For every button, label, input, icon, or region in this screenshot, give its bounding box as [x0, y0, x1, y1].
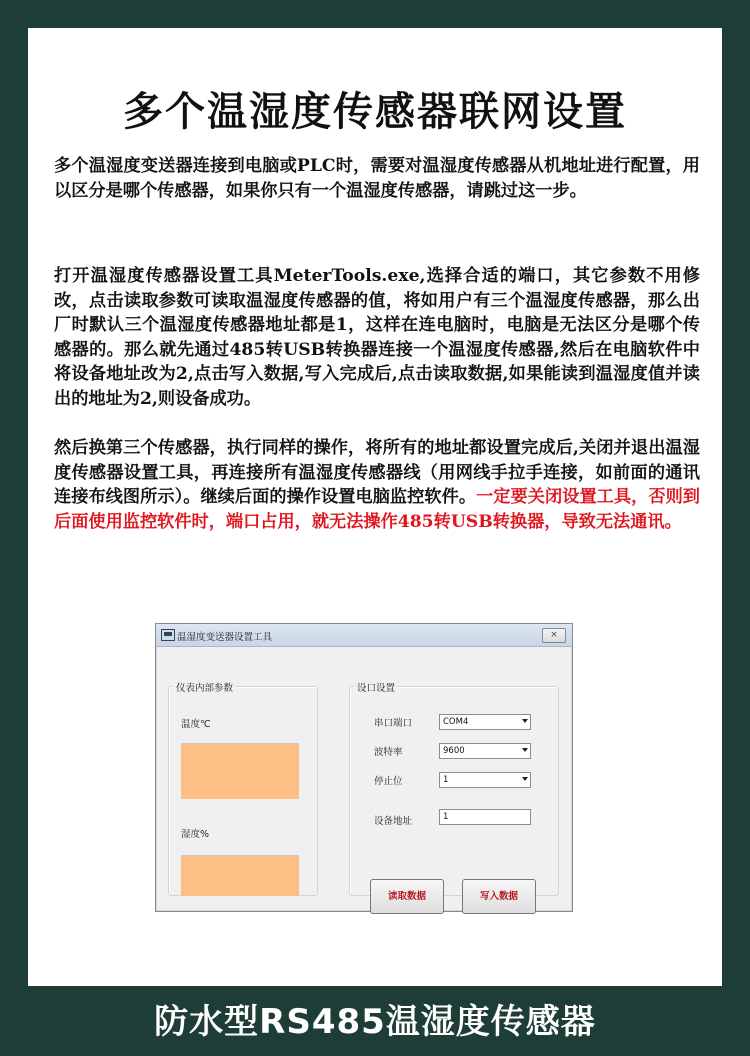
chevron-down-icon: [522, 719, 528, 723]
final-paragraph: [54, 436, 700, 534]
stop-bits-select[interactable]: [439, 772, 531, 788]
dialog-title-bar: [156, 624, 572, 647]
temperature-display: [181, 743, 299, 799]
meter-params-group: [168, 683, 318, 896]
chevron-down-icon: [522, 748, 528, 752]
warning-text: 一定要关闭设置工具，否则到后面使用监控软件时，端口占用，就无法操作485转USB转换器，导致无法通讯。: [54, 487, 700, 532]
intro-paragraph: 多个温湿度变送器连接到电脑或PLC时，需要对温湿度传感器从机地址进行配置，用以区分是哪个传感器，如果你只有一个温湿度传感器，请跳过这一步。: [54, 156, 700, 201]
address-input[interactable]: 1: [439, 809, 531, 825]
port-settings-group: [349, 683, 559, 902]
chevron-down-icon: [522, 777, 528, 781]
close-button[interactable]: ×: [542, 628, 566, 643]
stop-bits-select-value: 1: [443, 775, 449, 785]
document-sheet: [28, 28, 722, 986]
read-data-button[interactable]: 读取数据: [370, 879, 444, 914]
stop-bits-label: 停止位: [374, 776, 403, 787]
baud-label: 波特率: [374, 747, 403, 758]
dialog-title: 温湿度变送器设置工具: [177, 632, 273, 643]
port-select[interactable]: [439, 714, 531, 730]
humidity-label: 湿度%: [181, 829, 210, 840]
humidity-display: [181, 855, 299, 896]
port-select-value: COM4: [443, 717, 469, 727]
baud-select[interactable]: [439, 743, 531, 759]
port-label: 串口端口: [374, 718, 413, 729]
write-data-button[interactable]: 写入数据: [462, 879, 536, 914]
instruction-paragraph: 打开温湿度传感器设置工具MeterTools.exe,选择合适的端口，其它参数不用修改，点击读取参数可读取温湿度传感器的值，将如用户有三个温湿度传感器，那么出厂时默认三个温湿度传感器地址都是1，这样在连电脑时，电脑是无法区分是哪个传感器的。那么就先通过485转USB转换器连接一个温湿度传感器,然后在电脑软件中将设备地址改为2,点击写入数据,写入完成后,点击读取数据,如果能读到温湿度值并读出的地址为2,则设备成功。: [54, 266, 700, 409]
settings-dialog: [155, 623, 573, 912]
port-settings-legend: 设口设置: [354, 680, 398, 694]
baud-select-value: 9600: [443, 746, 465, 756]
final-paragraph-text: 然后换第三个传感器，执行同样的操作，将所有的地址都设置完成后,关闭并退出温湿度传感器设置工具，再连接所有温湿度传感器线（用网线手拉手连接，如前面的通讯连接布线图所示）。继续后面的操作设置电脑监控软件。: [54, 438, 700, 507]
temperature-label: 温度℃: [181, 719, 211, 730]
meter-params-legend: 仪表内部参数: [173, 680, 236, 694]
app-window-icon: [161, 629, 175, 641]
footer-product-name: 防水型RS485温湿度传感器: [154, 1002, 596, 1042]
address-label: 设备地址: [374, 816, 413, 827]
page-title: 多个温湿度传感器联网设置: [123, 89, 627, 135]
